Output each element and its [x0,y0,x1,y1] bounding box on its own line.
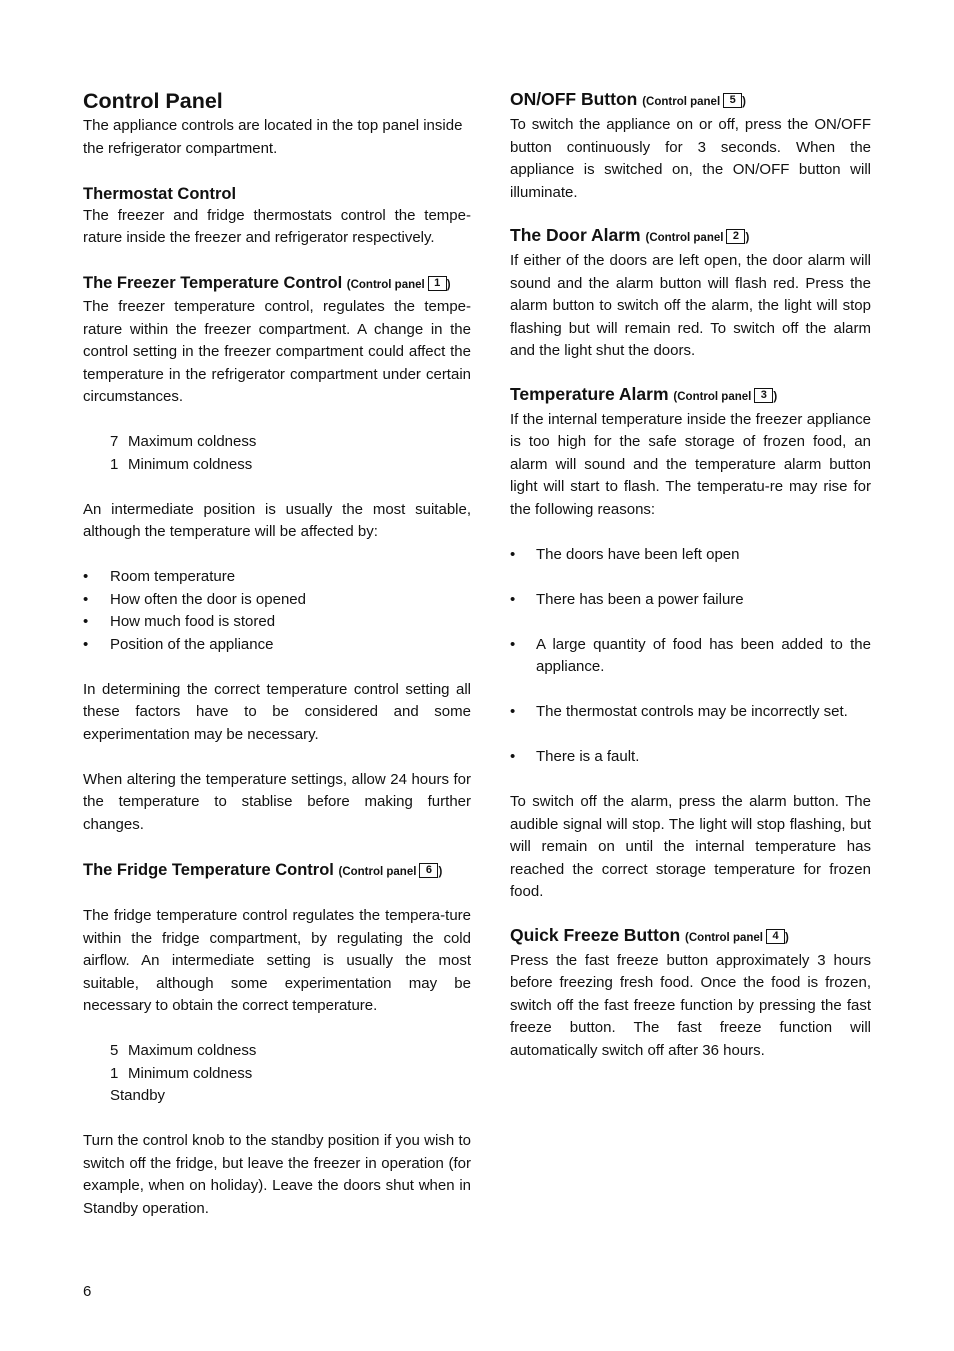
list-item [110,1063,471,1086]
panel-ref-label: (Control panel [645,232,724,244]
temp-panel-ref [673,388,778,403]
bullet-icon: • [83,613,89,630]
onoff-paragraph: To switch the appliance on or off, press the ON/OFF button continuously for 3 seconds. When the appliance is switched on, the ON/OFF button will illuminate. [510,116,871,201]
bullet-icon: • [83,568,89,585]
list-item [510,544,871,567]
page-title: Control Panel [83,89,223,113]
setting-number: 5 [110,1042,119,1059]
panel-ref-close: ) [438,865,443,878]
list-item-text: There is a fault. [536,748,640,765]
freezer-panel-ref [347,279,451,291]
panel-number-box: 2 [726,229,745,244]
thermostat-heading: Thermostat Control [83,184,237,203]
setting-number: 1 [110,455,119,473]
setting-label: Maximum coldness [128,1042,257,1059]
fridge-settings-list [83,1040,471,1108]
list-item [510,589,871,612]
list-item [83,589,471,612]
panel-ref-label: (Control panel [685,931,763,944]
setting-label: Maximum coldness [128,433,257,450]
bullet-icon: • [510,748,516,765]
panel-number-box: 4 [766,929,785,944]
door-alarm-heading [510,223,871,250]
temp-heading-text: Temperature Alarm [510,383,669,404]
freezer-control-paragraph: The freezer temperature control, regulates the tempe-rature within the freezer compartment. A change in the control setting in the freezer compartment could affect the temperature in the refrigerator compartment under certain circumstances. [83,298,471,405]
reasons-list [510,544,871,769]
list-item [110,1085,471,1108]
intermediate-paragraph: An intermediate position is usually the most suitable, although the temperature will be affected by: [83,500,471,540]
fridge-control-heading [83,859,471,883]
temperature-alarm-paragraph: If the internal temperature inside the freezer appliance is too high for the safe storage of frozen food, an alarm will sound and the temperature alarm button light will start to flash. The temperatu-re may rise for the following reasons: [510,410,871,518]
bullet-icon: • [83,590,89,608]
list-item-text: A large quantity of food has been added to the appliance. [536,635,871,675]
list-item [110,1040,471,1063]
panel-ref-label: (Control panel [346,279,425,291]
freezer-settings-list [83,431,471,476]
onoff-panel-ref [642,96,746,108]
list-item-text: Room temperature [110,568,236,585]
bullet-icon: • [510,590,516,608]
panel-ref-label: (Control panel [642,96,721,108]
bullet-icon: • [510,635,516,653]
bullet-icon: • [510,703,516,720]
list-item [83,566,471,589]
fridge-panel-ref [338,863,443,878]
list-item-text: The thermostat controls may be incorrectly set. [536,703,848,720]
list-item-text: How often the door is opened [110,590,306,608]
altering-paragraph: When altering the temperature settings, allow 24 hours for the temperature to stablise before making further changes. [83,770,471,833]
freezer-control-heading [83,272,471,296]
setting-number: 7 [110,433,119,450]
panel-ref-close: ) [742,96,746,108]
setting-label: Minimum coldness [128,455,253,473]
door-panel-ref [646,232,750,244]
list-item [510,701,871,724]
fridge-heading-text: The Fridge Temperature Control [83,860,334,879]
quick-freeze-paragraph: Press the fast freeze button approximately 3 hours before freezing fresh food. Once the food is frozen, switch off the fast freeze function by pressing the fast freeze button. The fast freeze function will automatically switch off after 36 hours. [510,951,871,1059]
onoff-heading [510,87,871,114]
list-item-text: The doors have been left open [536,545,740,563]
list-item-text: How much food is stored [110,613,276,630]
bullet-icon: • [83,635,89,653]
panel-ref-close: ) [745,232,750,244]
list-item [110,431,471,454]
list-item [83,611,471,634]
quick-panel-ref [685,929,789,944]
factors-list [83,566,471,656]
panel-number-box: 3 [754,388,773,403]
list-item [510,634,871,679]
bullet-icon: • [510,545,516,563]
intro-paragraph: The appliance controls are located in the top panel inside the refrigerator compartment. [83,117,463,157]
page-number: 6 [83,1283,92,1300]
determining-paragraph: In determining the correct temperature control setting all these factors have to be considered and some experimentation may be necessary. [83,680,471,743]
list-item [510,746,871,769]
panel-number-box: 5 [723,93,742,108]
setting-number: 1 [110,1064,119,1082]
list-item [83,634,471,657]
panel-ref-close: ) [446,279,451,291]
onoff-heading-text: ON/OFF Button [510,89,638,109]
panel-number-box: 1 [428,276,447,291]
list-item [110,454,471,477]
panel-ref-label: (Control panel [673,390,752,403]
right-column [510,87,871,1062]
door-alarm-paragraph: If either of the doors are left open, the door alarm will sound and the alarm button will flash red. Press the alarm button to switch off the alarm, the light will stop flashing but will remain red. To switch off the alarm and the light shut the doors. [510,252,871,359]
temperature-alarm-heading [510,382,871,409]
panel-ref-label: (Control panel [338,865,417,878]
switchoff-paragraph: To switch off the alarm, press the alarm button. The audible signal will stop. The light will stop flashing, but will remain on until the internal temperature has reached the correct storage temperature for frozen food. [510,793,871,900]
list-item-text: Position of the appliance [110,635,274,653]
standby-paragraph: Turn the control knob to the standby position if you wish to switch off the fridge, but leave the freezer in operation (for example, when on holiday). Leave the doors shut when in Standby operation. [83,1132,471,1217]
thermostat-paragraph: The freezer and fridge thermostats control the tempe-rature inside the freezer and refrigerator respectively. [83,206,471,246]
list-item-text: There has been a power failure [536,590,744,608]
door-heading-text: The Door Alarm [510,225,641,245]
left-column [83,87,471,1220]
fridge-control-paragraph: The fridge temperature control regulates the tempera-ture within the fridge compartment, by regulating the cold airflow. An intermediate setting is usually the most suitable, although some experimentation may be necessary to obtain the correct temperature. [83,907,471,1014]
panel-ref-close: ) [785,931,789,944]
setting-label: Standby [110,1087,166,1104]
setting-label: Minimum coldness [128,1064,253,1082]
freezer-heading-text: The Freezer Temperature Control [83,274,343,292]
quick-heading-text: Quick Freeze Button [510,924,681,945]
quick-freeze-heading [510,923,871,950]
panel-number-box: 6 [419,863,438,878]
panel-ref-close: ) [773,390,778,403]
